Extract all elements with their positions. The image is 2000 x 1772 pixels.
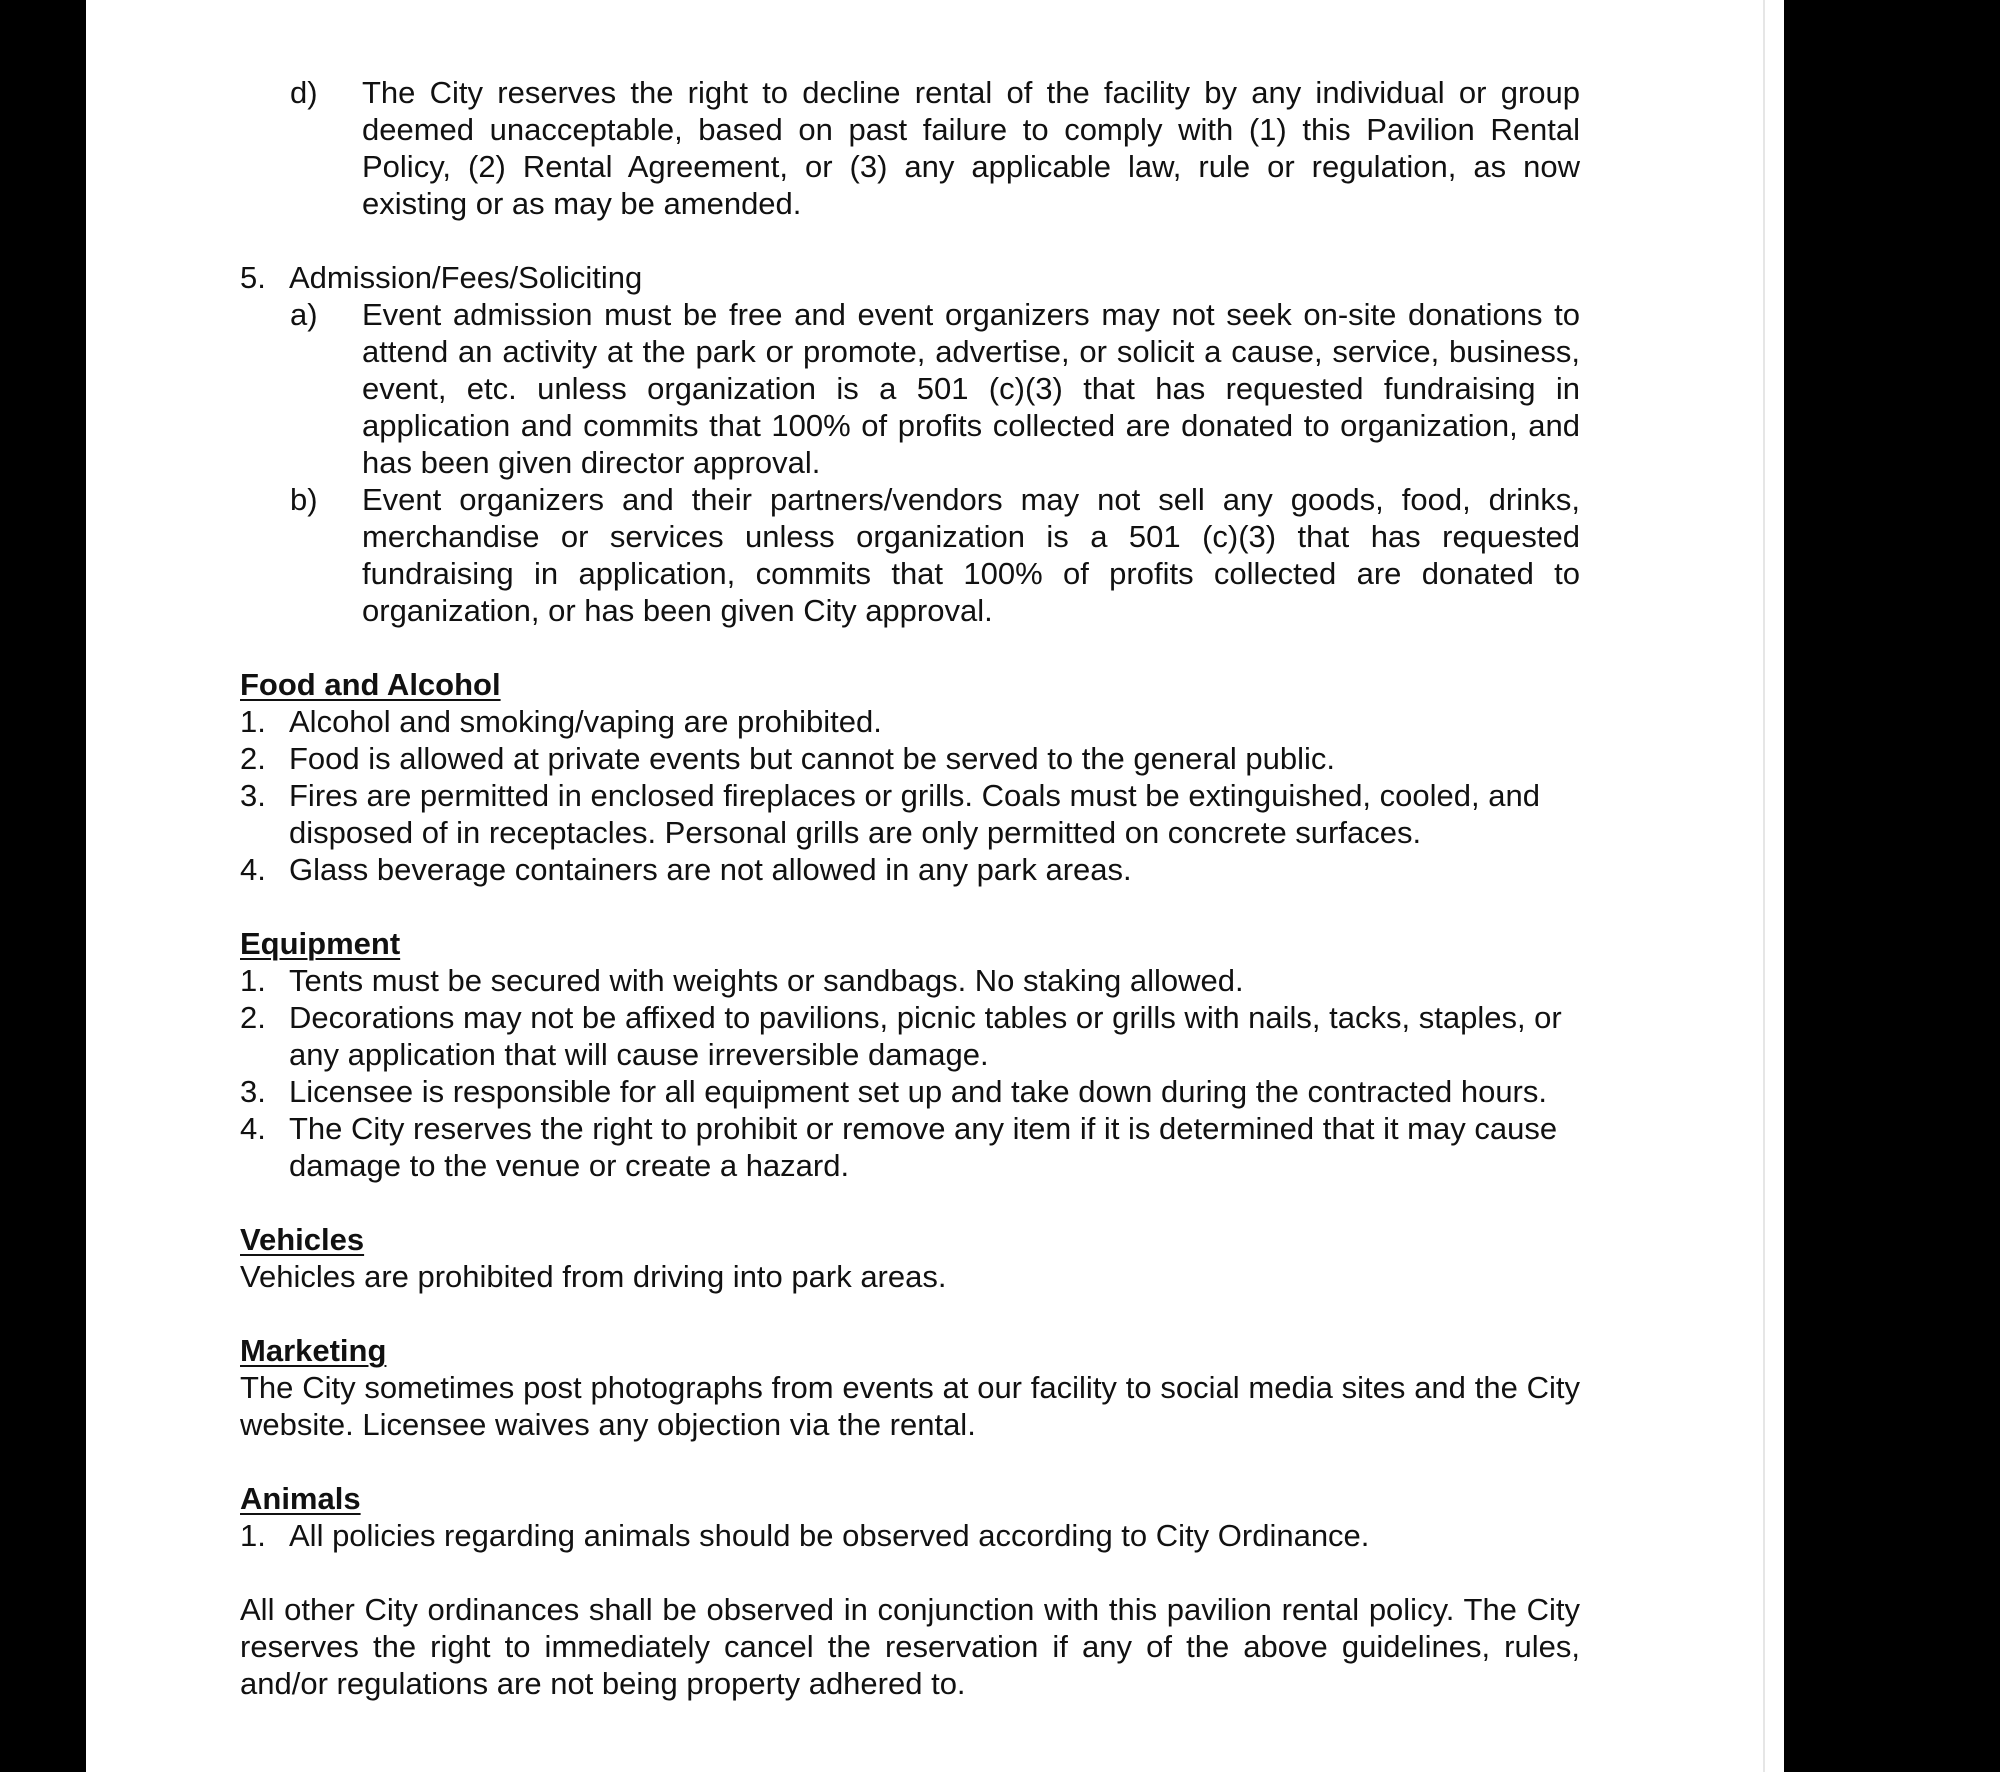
food-heading: Food and Alcohol (240, 667, 501, 702)
item-number: 1. (240, 1518, 266, 1553)
list-item (240, 740, 1580, 777)
item-text: Event organizers and their partners/vendors may not sell any goods, food, drinks, merchandise or services unless organization is a 501 (c)(3) that has requested fundraising in application, commits that 100% of profits collected are donated to organization, or has been given City approval. (362, 482, 1580, 628)
spacer (240, 1184, 1580, 1221)
spacer (240, 1554, 1580, 1591)
item-number: 1. (240, 963, 266, 998)
item-text: The City reserves the right to decline rental of the facility by any individual or group deemed unacceptable, based on past failure to comply with (1) this Pavilion Rental Policy, (2) Rental Agreement, or (3) any applicable law, rule or regulation, as now existing or as may be amended. (362, 75, 1580, 221)
section-5-title (240, 259, 1580, 296)
item-text: The City reserves the right to prohibit or remove any item if it is determined that it may cause damage to the venue or create a hazard. (289, 1111, 1558, 1183)
page-edge (1763, 0, 1765, 1772)
list-item (240, 1517, 1580, 1554)
vehicles-text: Vehicles are prohibited from driving into park areas. (240, 1259, 947, 1294)
item-number: 4. (240, 852, 266, 887)
item-number: 2. (240, 1000, 266, 1035)
list-item (240, 999, 1580, 1073)
animals-heading: Animals (240, 1481, 361, 1516)
item-text: Decorations may not be affixed to pavilions, picnic tables or grills with nails, tacks, staples, or any application that will cause irreversible damage. (289, 1000, 1562, 1072)
list-item (240, 777, 1580, 851)
closing-paragraph: All other City ordinances shall be observed in conjunction with this pavilion rental policy. The City reserves the right to immediately cancel the reservation if any of the above guidelines, rules, and/or regulations are not being property adhered to. (240, 1592, 1580, 1701)
list-item (240, 703, 1580, 740)
spacer (240, 629, 1580, 666)
marketing-heading: Marketing (240, 1333, 387, 1368)
list-item (240, 1073, 1580, 1110)
item-number: 3. (240, 1074, 266, 1109)
section-number: 5. (240, 260, 266, 295)
item-text: Licensee is responsible for all equipment set up and take down during the contracted hours. (289, 1074, 1547, 1109)
item-text: Food is allowed at private events but cannot be served to the general public. (289, 741, 1336, 776)
marketing-text: The City sometimes post photographs from events at our facility to social media sites and the City website. Licensee waives any objection via the rental. (240, 1370, 1580, 1442)
item-text: Glass beverage containers are not allowed in any park areas. (289, 852, 1132, 887)
vehicles-heading: Vehicles (240, 1222, 365, 1257)
list-item (240, 851, 1580, 888)
document-content (240, 74, 1580, 1702)
equipment-heading: Equipment (240, 926, 401, 961)
spacer (240, 1443, 1580, 1480)
item-label: a) (290, 297, 318, 332)
spacer (240, 222, 1580, 259)
item-number: 4. (240, 1111, 266, 1146)
policy-item-a (240, 296, 1580, 481)
item-text: Tents must be secured with weights or sandbags. No staking allowed. (289, 963, 1244, 998)
list-item (240, 1110, 1580, 1184)
item-text: All policies regarding animals should be observed according to City Ordinance. (289, 1518, 1370, 1553)
item-text: Alcohol and smoking/vaping are prohibited. (289, 704, 882, 739)
item-number: 3. (240, 778, 266, 813)
section-title: Admission/Fees/Soliciting (289, 260, 643, 295)
spacer (240, 1295, 1580, 1332)
item-number: 1. (240, 704, 266, 739)
policy-item-b (240, 481, 1580, 629)
item-number: 2. (240, 741, 266, 776)
item-text: Fires are permitted in enclosed fireplaces or grills. Coals must be extinguished, cooled, and disposed of in receptacles. Personal grills are only permitted on concrete surfaces. (289, 778, 1540, 850)
spacer (240, 888, 1580, 925)
list-item (240, 962, 1580, 999)
item-text: Event admission must be free and event organizers may not seek on-site donations to attend an activity at the park or promote, advertise, or solicit a cause, service, business, event, etc. unless organization is a 501 (c)(3) that has requested fundraising in application and commits that 100% of profits collected are donated to organization, and has been given director approval. (362, 297, 1580, 480)
item-label: d) (290, 75, 318, 110)
policy-item-d (240, 74, 1580, 222)
item-label: b) (290, 482, 318, 517)
